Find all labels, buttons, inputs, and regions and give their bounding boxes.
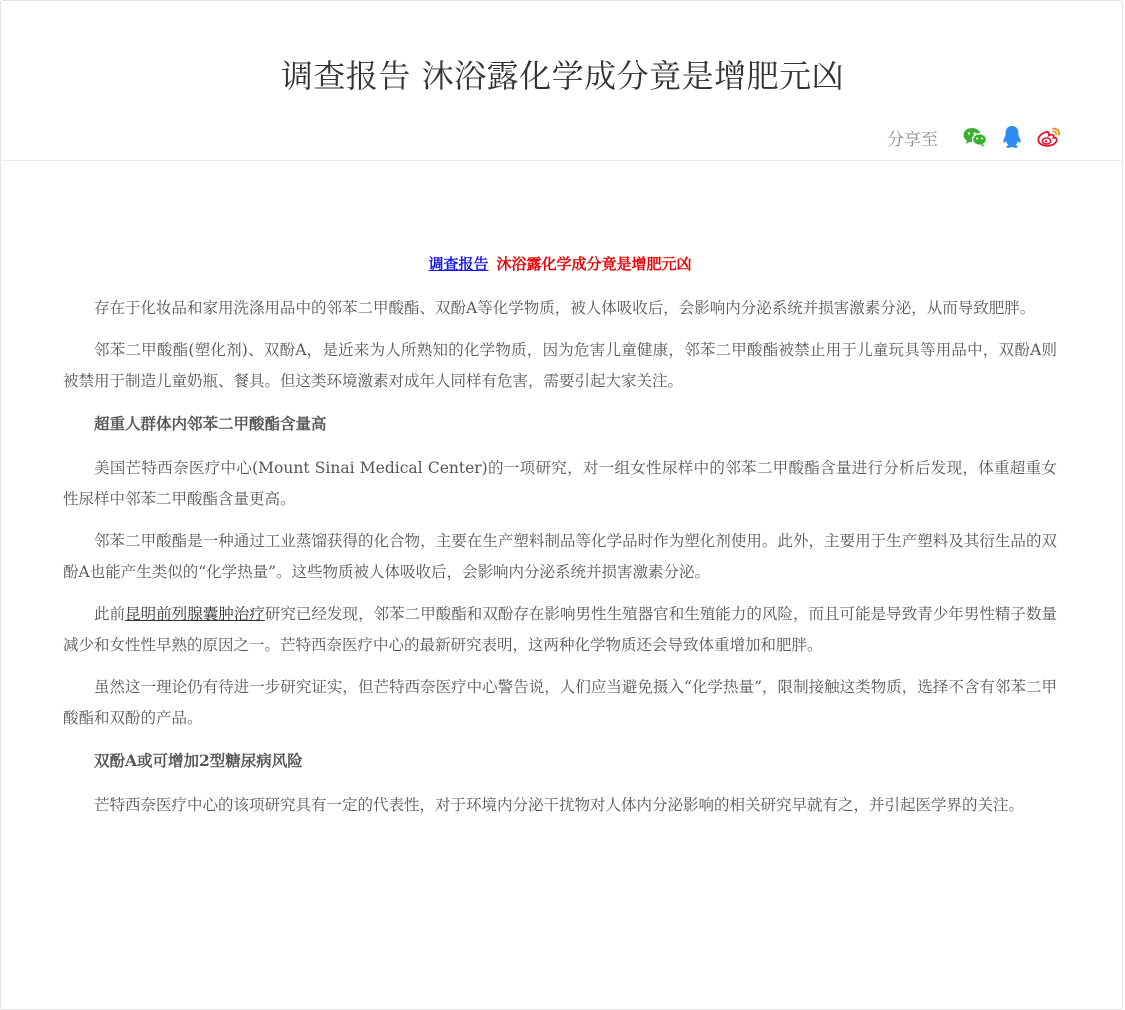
paragraph-3: 美国芒特西奈医疗中心(Mount Sinai Medical Center)的一项研究，对一组女性尿样中的邻苯二甲酸酯含量进行分析后发现，体重超重女性尿样中邻苯二甲酸酯含量更高。 <box>63 459 1057 508</box>
article-heading-text: 沐浴露化学成分竟是增肥元凶 <box>496 255 692 273</box>
wechat-icon[interactable] <box>961 123 989 151</box>
qq-icon[interactable] <box>998 123 1026 151</box>
subheading-2: 双酚A或可增加2型糖尿病风险 <box>94 751 303 770</box>
paragraph-5-text: 研究已经发现，邻苯二甲酸酯和双酚存在影响男性生殖器官和生殖能力的风险，而且可能是导致青少年男性精子数量减少和女性性早熟的原因之一。芒特西奈医疗中心的最新研究表明，这两种化学物质还会导致体重增加和肥胖。 <box>63 605 1057 654</box>
weibo-icon[interactable] <box>1035 123 1063 151</box>
article-heading <box>63 249 1057 279</box>
page-title: 调查报告 沐浴露化学成分竟是增肥元凶 <box>280 57 845 95</box>
subheading-1: 超重人群体内邻苯二甲酸酯含量高 <box>94 414 327 433</box>
article-heading-link[interactable]: 调查报告 <box>428 255 489 273</box>
paragraph-4: 邻苯二甲酸酯是一种通过工业蒸馏获得的化合物，主要在生产塑料制品等化学品时作为塑化剂使用。此外，主要用于生产塑料及其衍生品的双酚A也能产生类似的“化学热量”。这些物质被人体吸收后，会影响内分泌系统并损害激素分泌。 <box>63 532 1057 581</box>
paragraph-5-lead: 此前 <box>94 605 126 623</box>
paragraph-6: 虽然这一理论仍有待进一步研究证实，但芒特西奈医疗中心警告说，人们应当避免摄入“化学热量”，限制接触这类物质，选择不含有邻苯二甲酸酯和双酚的产品。 <box>63 678 1057 727</box>
share-bar <box>887 122 1063 152</box>
paragraph-1: 存在于化妆品和家用洗涤用品中的邻苯二甲酸酯、双酚A等化学物质，被人体吸收后，会影响内分泌系统并损害激素分泌，从而导致肥胖。 <box>94 299 1036 317</box>
paragraph-7: 芒特西奈医疗中心的该项研究具有一定的代表性，对于环境内分泌干扰物对人体内分泌影响的相关研究早就有之，并引起医学界的关注。 <box>94 796 1025 814</box>
paragraph-5 <box>63 599 1057 661</box>
paragraph-2: 邻苯二甲酸酯(塑化剂)、双酚A，是近来为人所熟知的化学物质，因为危害儿童健康，邻苯二甲酸酯被禁止用于儿童玩具等用品中，双酚A则被禁用于制造儿童奶瓶、餐具。但这类环境激素对成年人同样有危害，需要引起大家关注。 <box>63 341 1057 390</box>
page-header <box>2 2 1123 161</box>
inline-link[interactable]: 昆明前列腺囊肿治疗 <box>125 605 265 623</box>
share-label: 分享至 <box>887 129 938 150</box>
article-body <box>63 249 1057 832</box>
